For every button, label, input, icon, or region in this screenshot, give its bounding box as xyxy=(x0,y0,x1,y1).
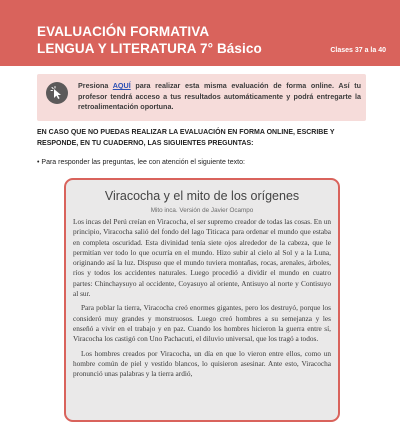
reading-text-box xyxy=(64,178,340,422)
notice-body: para realizar esta misma evaluación de forma online. Así tu profesor tendrá acceso a tus resultados automáticamente y podrá entregarte la retroalimentación oportuna. xyxy=(78,81,361,111)
reading-paragraph: Para poblar la tierra, Viracocha creó enormes gigantes, pero los destruyó, porque los consideró muy grandes y monstruosos. Luego creó hombres a su semejanza y les enseñó a vivir en el trabajo y en paz. Cuando los hombres hicieron la guerra entre sí, Viracocha los castigó con Uno Pachacuti, el diluvio universal, que los tragó a todos. xyxy=(73,303,331,344)
cursor-click-icon xyxy=(46,82,68,104)
reading-paragraph: Los incas del Perú creían en Viracocha, el ser supremo creador de todas las cosas. En un principio, Viracocha salió del fondo del lago Titicaca para ordenar el mundo que estaba en completa oscuridad. Esta divinidad tenía siete ojos alrededor de la cabeza, que le permitían ver todo lo que ocurría en el mundo. Hizo subir al cielo al Sol y a la Luna, originando así la luz. Dispuso que el mundo tuviera montañas, rocas, arenales, árboles, ríos y todos los accidentes naturales. Luego procedió a dividir el mundo en cuatro partes: Chinchaysuyo al occidente, Coyasuyo al oriente, Antisuyo al norte y Contisuyo al sur. xyxy=(73,217,331,299)
reading-subtitle: Mito inca. Versión de Javier Ocampo xyxy=(150,207,254,214)
classes-label: Clases 37 a la 40 xyxy=(330,47,386,54)
reading-body xyxy=(73,217,331,379)
header-banner xyxy=(0,0,400,66)
online-notice-text xyxy=(78,81,361,113)
online-evaluation-link[interactable]: AQUÍ xyxy=(112,81,131,90)
subject-title: LENGUA Y LITERATURA 7° Básico xyxy=(37,41,262,56)
notice-prefix: Presiona xyxy=(78,81,113,90)
evaluation-title: EVALUACIÓN FORMATIVA xyxy=(37,24,210,39)
reading-title: Viracocha y el mito de los orígenes xyxy=(104,189,300,203)
online-evaluation-notice xyxy=(37,74,366,121)
reading-paragraph: Los hombres creados por Viracocha, un día en que lo vieron entre ellos, como un hombre común de piel y vestido blancos, lo quisieron asesinar. Ante esto, Viracocha pronunció unas palabras y la tierra ardió, xyxy=(73,348,331,379)
offline-instructions: EN CASO QUE NO PUEDAS REALIZAR LA EVALUACIÓN EN FORMA ONLINE, ESCRIBE Y RESPONDE, EN TU CUADERNO, LAS SIGUIENTES PREGUNTAS: xyxy=(37,129,335,147)
reading-instruction: • Para responder las preguntas, lee con atención el siguiente texto: xyxy=(37,159,245,166)
